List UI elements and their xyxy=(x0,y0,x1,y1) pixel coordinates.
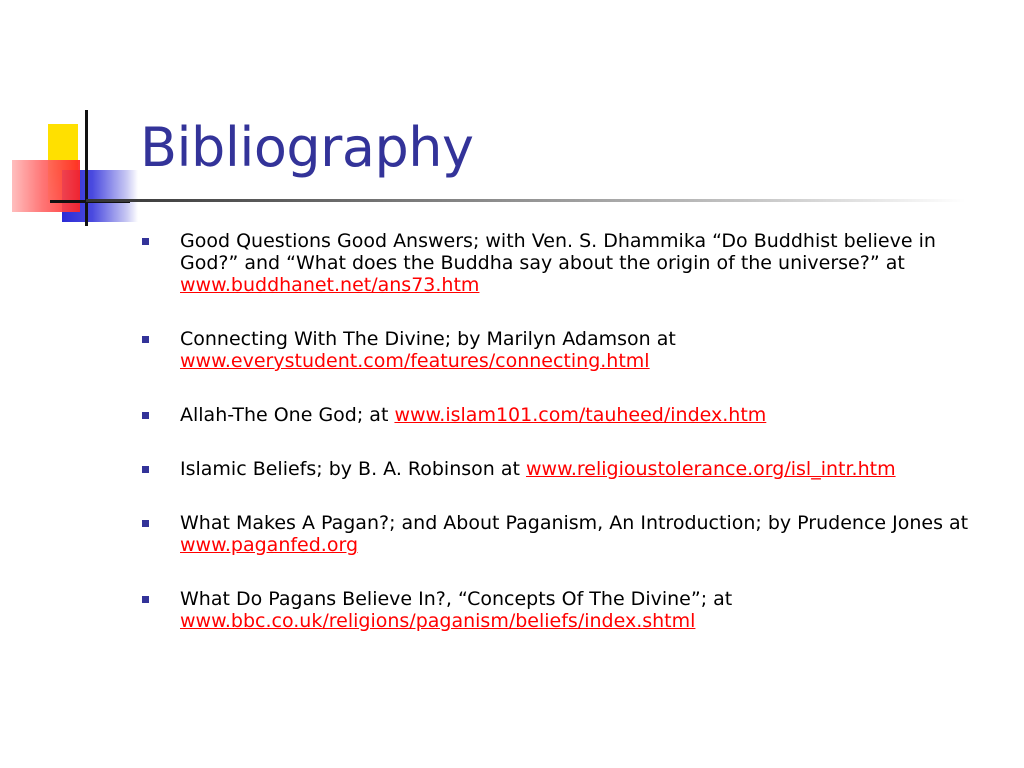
bullet-icon xyxy=(142,238,149,245)
entry-text: Good Questions Good Answers; with Ven. S. Dhammika “Do Buddhist believe in God?” and “What does the Buddha say about the origin of the universe?” at xyxy=(180,230,936,274)
bibliography-entry xyxy=(140,328,1000,372)
entry-link[interactable]: www.everystudent.com/features/connecting.html xyxy=(180,350,650,372)
decorative-vertical-line xyxy=(85,110,88,226)
entry-link[interactable]: www.paganfed.org xyxy=(180,534,359,556)
bullet-icon xyxy=(142,520,149,527)
bibliography-entry xyxy=(140,404,1000,426)
entry-text: What Makes A Pagan?; and About Paganism, An Introduction; by Prudence Jones at xyxy=(180,512,969,534)
bullet-icon xyxy=(142,596,149,603)
bullet-icon xyxy=(142,466,149,473)
entry-link[interactable]: www.islam101.com/tauheed/index.htm xyxy=(394,404,767,426)
bibliography-entry xyxy=(140,588,1000,632)
entry-text: What Do Pagans Believe In?, “Concepts Of The Divine”; at xyxy=(180,588,733,610)
slide-title: Bibliography xyxy=(140,116,474,179)
title-underline-rule xyxy=(86,199,966,202)
decorative-red-block xyxy=(12,160,80,212)
bullet-icon xyxy=(142,412,149,419)
entry-link[interactable]: www.bbc.co.uk/religions/paganism/beliefs/index.shtml xyxy=(180,610,696,632)
bibliography-list xyxy=(140,230,1000,664)
entry-text: Allah-The One God; at xyxy=(180,404,395,426)
entry-link[interactable]: www.religioustolerance.org/isl_intr.htm xyxy=(526,458,896,480)
entry-text: Connecting With The Divine; by Marilyn Adamson at xyxy=(180,328,676,350)
entry-text: Islamic Beliefs; by B. A. Robinson at xyxy=(180,458,526,480)
entry-link[interactable]: www.buddhanet.net/ans73.htm xyxy=(180,274,480,296)
bibliography-entry xyxy=(140,512,1000,556)
bibliography-entry xyxy=(140,458,1000,480)
bullet-icon xyxy=(142,336,149,343)
bibliography-entry xyxy=(140,230,1000,296)
